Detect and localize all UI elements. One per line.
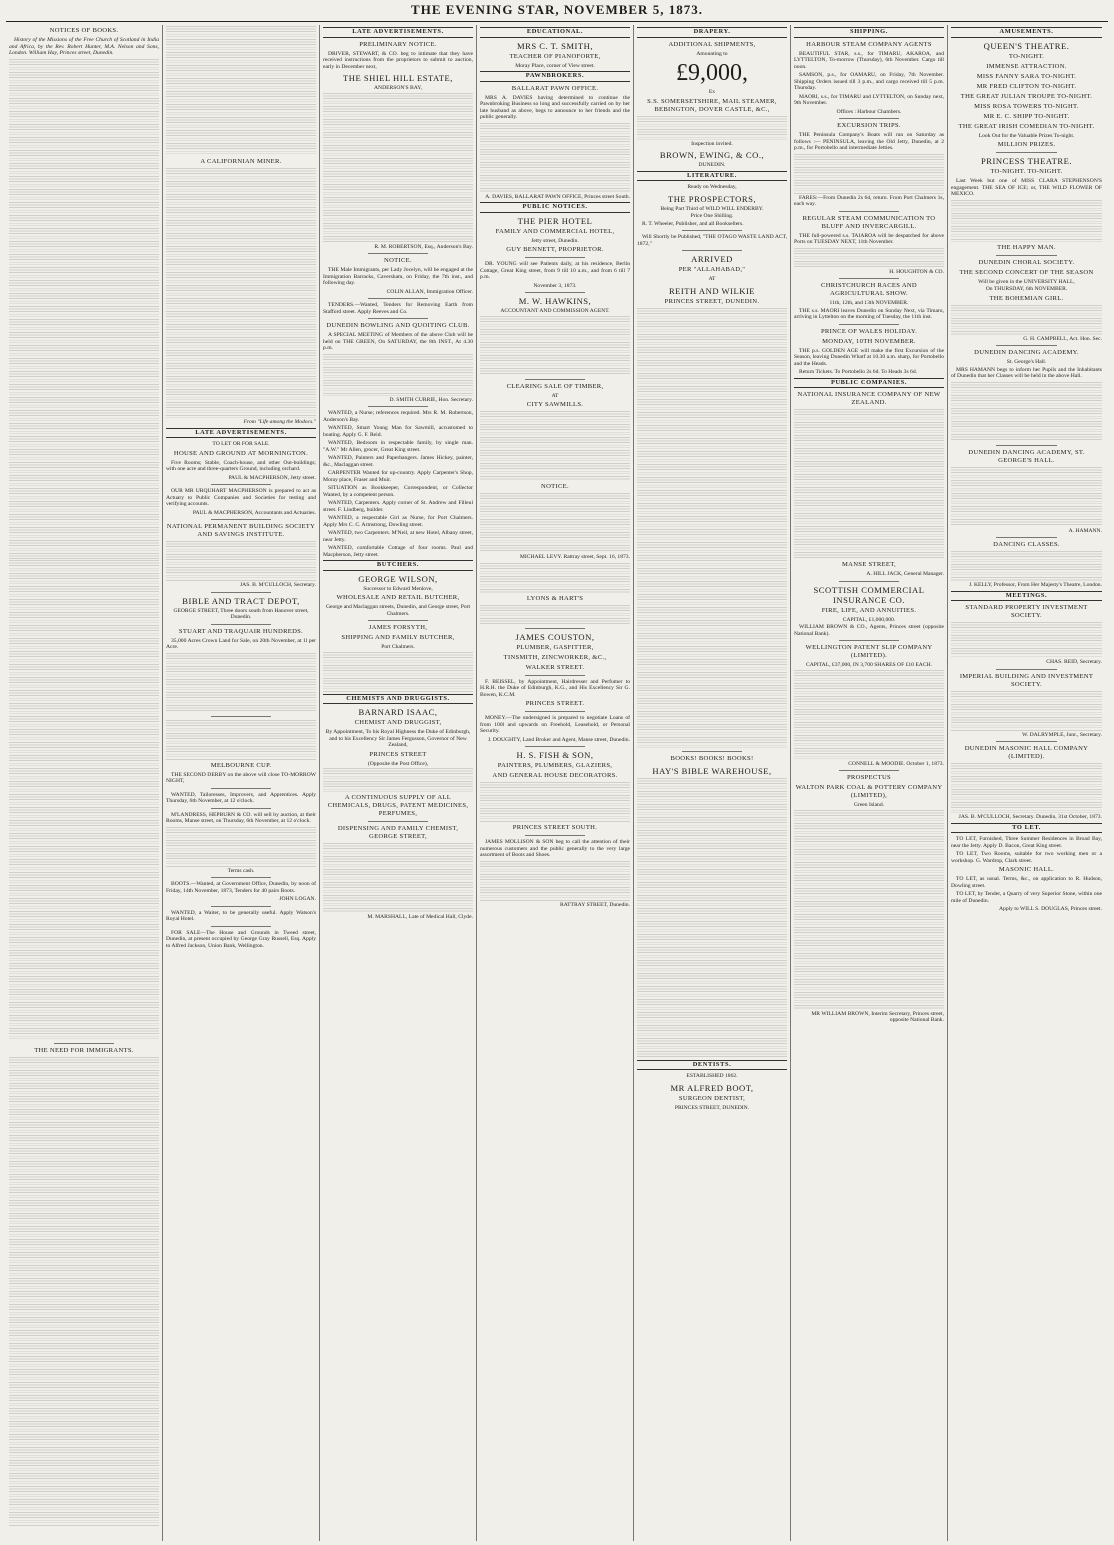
ad-signature: A. HAMANN.	[1068, 527, 1102, 534]
column-5	[634, 25, 791, 1541]
ad-body: 35,000 Acres Crown Land for Sale, on 20th November, at 1l per Acre.	[166, 637, 316, 650]
ad-title: BOOKS! BOOKS! BOOKS!	[670, 754, 754, 762]
ad-body: WANTED, Tailoresses, Improvers, and Apprentices. Apply Thursday, 6th November, at 12 o'clock.	[166, 791, 316, 804]
article-source: From "Life among the Modocs."	[243, 419, 316, 425]
ad-signature: CONNELL & MOODIE. October 1, 1873.	[848, 760, 944, 767]
billing-line: MILLION PRIZES.	[997, 141, 1056, 148]
body-text-block	[166, 168, 316, 418]
separator	[682, 230, 742, 231]
wanted-ad: WANTED, Carpenters. Apply corner of St. Andrew and Filleul street. F. Lindberg, builder.	[323, 500, 473, 513]
dentists-header: DENTISTS.	[637, 1060, 787, 1071]
wanted-ad: WANTED, comfortable Cottage of four rooms. Paul and Macpherson, Jetty street.	[323, 545, 473, 558]
ad-title: EXCURSION TRIPS.	[837, 122, 901, 129]
body-text-block	[480, 782, 630, 822]
separator	[839, 118, 899, 119]
ad-subtitle: FIRE, LIFE, AND ANNUITIES.	[821, 606, 917, 614]
ad-body: MRS A. DAVIES having determined to continue the Pawnbroking Business so long and successfully carried on by her late husband as above, begs to announce to her friends and the public generally.	[480, 94, 630, 120]
body-text-block	[951, 622, 1102, 658]
masthead: THE EVENING STAR, NOVEMBER 5, 1873.	[411, 2, 703, 17]
ad-signature: R. M. ROBERTSON, Esq., Anderson's Bay.	[374, 243, 473, 250]
ad-title: STANDARD PROPERTY INVESTMENT SOCIETY.	[965, 604, 1088, 619]
separator	[211, 624, 271, 625]
pawnbrokers-header: PAWNBROKERS.	[480, 71, 630, 82]
columns	[6, 25, 1108, 1541]
ad-subtitle: ANDERSON'S BAY,	[374, 85, 422, 91]
ad-established: ESTABLISHED 1862.	[686, 1073, 738, 1079]
ad-body: M'LANDRESS, HEPBURN & CO. will sell by auction, at their Rooms, Manse street, on Thursday, 6th November, at 12 o'clock.	[166, 811, 316, 824]
billing-line: MR E. C. SHIPP TO-NIGHT.	[983, 112, 1070, 120]
ad-signature: MICHAEL LEVY. Rattray street, Sept. 16, 1873.	[519, 554, 630, 560]
ad-title: BALLARAT PAWN OFFICE.	[511, 84, 599, 92]
ad-title: DUNEDIN DANCING ACADEMY, ST. GEORGE'S HALL.	[968, 448, 1085, 464]
ad-text: Amounting to	[696, 50, 728, 57]
ad-signature: W. DALRYMPLE, Junr., Secretary.	[1022, 731, 1102, 738]
wanted-ad: WANTED, a Nurse; references required. Mrs R. M. Robertson, Anderson's Bay.	[323, 410, 473, 423]
body-text-block	[323, 652, 473, 692]
ad-signature: MR WILLIAM BROWN, Interim Secretary, Princes street, opposite National Bank.	[811, 1010, 944, 1023]
ad-title: LYONS & HART'S	[526, 594, 584, 602]
ad-date: November 3, 1873.	[533, 282, 577, 289]
ad-trade: SHIPPING AND FAMILY BUTCHER,	[341, 634, 455, 641]
body-text-block	[794, 670, 944, 760]
shipping-header: SHIPPING.	[794, 27, 944, 38]
ad-body: FOR SALE—The House and Grounds in Tweed street, Dunedin, at present occupied by George Gray Russell, Esq. Apply to Alfred Jackson, Union Bank, Wellington.	[166, 929, 316, 949]
separator	[996, 537, 1056, 538]
ad-trade: PLUMBER, GASFITTER,	[516, 643, 594, 651]
immigrants-title: THE NEED FOR IMMIGRANTS.	[34, 1046, 134, 1054]
separator	[839, 211, 899, 212]
separator	[211, 716, 271, 717]
ad-body: A SPECIAL MEETING of Members of the above Club will be held on THE GREEN, On SATURDAY, the 8th INST., At 4.30 p.m.	[323, 332, 473, 351]
ad-firm: HAY'S BIBLE WAREHOUSE,	[652, 765, 772, 776]
separator	[211, 592, 271, 593]
masthead-rule	[6, 21, 1108, 22]
to-let-ad: TO LET, Two Rooms, suitable for two working men or a workshop. G. Wardrop, Clark street.	[951, 851, 1102, 864]
ad-subtitle: SURGEON DENTIST,	[678, 1094, 746, 1102]
billing-line: IMMENSE ATTRACTION.	[986, 62, 1067, 70]
column-4	[477, 25, 634, 1541]
separator	[211, 519, 271, 520]
theatre-title: PRINCESS THEATRE.	[981, 156, 1072, 166]
ad-ships: S.S. SOMERSETSHIRE, MAIL STEAMER, BEBINGTON, DOVER CASTLE, &C.,	[647, 97, 777, 113]
ad-subtitle: Green Island.	[853, 802, 885, 808]
ad-address: Port Chalmers.	[381, 644, 415, 650]
body-text-block	[951, 551, 1102, 581]
column-6	[791, 25, 948, 1541]
ad-title: BARNARD ISAAC,	[358, 707, 438, 717]
ad-title: WELLINGTON PATENT SLIP COMPANY (LIMITED).	[805, 644, 933, 659]
ad-title: M. W. HAWKINS,	[518, 296, 592, 306]
separator	[525, 292, 585, 293]
separator	[211, 906, 271, 907]
separator	[525, 379, 585, 380]
ad-capital: CAPITAL, £37,000, IN 3,700 SHARES OF £10 EACH.	[805, 662, 933, 668]
ad-signature: JAS. B. M'CULLOCH, Secretary.	[240, 582, 316, 588]
ad-subtitle: ACCOUNTANT AND COMMISSION AGENT.	[500, 308, 610, 314]
ad-title: NATIONAL PERMANENT BUILDING SOCIETY AND SAVINGS INSTITUTE.	[166, 523, 316, 538]
literature-header: LITERATURE.	[637, 171, 787, 182]
ad-dates: 11th, 12th, and 13th NOVEMBER.	[829, 300, 909, 306]
wanted-ad: SITUATION as Bookkeeper, Correspondent, or Collector Wanted, by a competent person.	[323, 485, 473, 498]
ad-venue: Will be given in the UNIVERSITY HALL,	[978, 278, 1075, 285]
ad-place: CITY SAWMILLS.	[526, 401, 584, 408]
ad-heading: TO LET OR FOR SALE.	[212, 441, 270, 447]
billing-line: MISS FANNY SARA TO-NIGHT.	[976, 72, 1077, 80]
separator	[211, 808, 271, 809]
californian-miner-title: A CALIFORNIAN MINER.	[200, 158, 282, 165]
ad-appointment: By Appointment, To his Royal Highness the Duke of Edinburgh, and to his Excellency Sir James Fergusson, Governor of New Zealand,	[325, 729, 471, 748]
ad-signature: J. DOUGHTY, Land Broker and Agent, Manse street, Dunedin.	[487, 736, 630, 743]
ad-city: DUNEDIN.	[698, 162, 726, 168]
body-text-block	[480, 123, 630, 193]
ad-signature: PAUL & MACPHERSON, Jetty street.	[228, 474, 316, 481]
ad-signature: D. SMITH CURRIE, Hon. Secretary.	[389, 396, 473, 403]
ad-terms: Terms cash.	[227, 867, 255, 874]
ad-body: DR. YOUNG will see Patients daily, at his residence, Berlin Cottage, Great King street, from 9 till 10 a.m., and from 6 till 7 p.m.	[480, 261, 630, 280]
separator	[525, 628, 585, 629]
ad-title: DANCING CLASSES.	[993, 541, 1060, 548]
ad-subtitle: Being Part Third of WILD WILL ENDERBY.	[660, 205, 764, 212]
ad-title: JAMES COUSTON,	[515, 631, 595, 642]
ad-body: THE s.s. MAORI leaves Dunedin on Sunday Next, via Timaru, arriving in Lyttelton on the morning of Tuesday, the 11th inst.	[794, 307, 944, 320]
butchers-header: BUTCHERS.	[323, 560, 473, 571]
ship-notice: MAORI, s.s., for TIMARU and LYTTELTON, on Sunday next, 9th November.	[794, 93, 944, 106]
body-text-block	[166, 827, 316, 867]
separator	[682, 250, 742, 251]
ad-address: George and Maclaggan streets, Dunedin, and George street, Port Chalmers.	[325, 604, 471, 617]
ad-subtitle: Successor to Edward Menlove,	[363, 585, 433, 592]
ad-venue: St. George's Hall.	[1006, 359, 1047, 365]
separator	[839, 640, 899, 641]
separator	[682, 751, 742, 752]
body-text-block	[323, 354, 473, 396]
ad-body: JAMES MOLLISON & SON beg to call the attention of their numerous customers and the public generally to the very large assortment of Boots and Shoes.	[480, 839, 630, 858]
wanted-ad: CARPENTER Wanted for up-country. Apply Carpenter's Shop, Moray place, Fraser and Muir.	[323, 470, 473, 483]
billing-line: THE GREAT JULIAN TROUPE TO-NIGHT.	[960, 92, 1093, 100]
billing-line: MR FRED CLIFTON TO-NIGHT.	[976, 82, 1077, 90]
body-text-block	[166, 541, 316, 581]
body-text-block	[480, 493, 630, 553]
ad-signature: JOHN LOGAN.	[279, 896, 316, 902]
separator	[368, 318, 428, 319]
ad-title: CLEARING SALE OF TIMBER,	[506, 382, 604, 390]
ad-body: MRS HAMANN begs to inform her Pupils and the Inhabitants of Dunedin that her Classes will be held in the above Hall.	[951, 366, 1102, 379]
ad-signature: J. KELLY, Professor, From Her Majesty's Theatre, London.	[968, 582, 1102, 588]
ad-signature: M. MARSHALL, Late of Medical Hall, Clyde.	[367, 914, 473, 920]
body-text-block	[323, 768, 473, 792]
billing-line: MISS ROSA TOWERS TO-NIGHT.	[974, 102, 1079, 110]
ad-body: Last Week but one of MISS CLARA STEPHENSON'S engagement. THE SEA OF ICE; or, THE WILD FLOWER OF MEXICO.	[951, 178, 1102, 197]
ad-title: IMPERIAL BUILDING AND INVESTMENT SOCIETY.	[959, 672, 1094, 688]
ad-title: DISPENSING AND FAMILY CHEMIST, GEORGE STREET,	[337, 825, 459, 840]
ad-address: Offices : Harbour Chambers.	[836, 108, 902, 115]
body-text-block	[480, 411, 630, 481]
late-ads-header: LATE ADVERTISEMENTS.	[323, 27, 473, 38]
ad-subtitle: TEACHER OF PIANOFORTE,	[509, 52, 601, 60]
ad-address: Jetty street, Dunedin.	[531, 237, 579, 244]
ad-date: MONDAY, 10TH NOVEMBER.	[822, 337, 916, 345]
body-text-block	[637, 308, 787, 748]
ad-address: PRINCES STREET, DUNEDIN.	[674, 1104, 750, 1111]
to-let-header: TO LET.	[951, 823, 1102, 834]
ad-body: THE Peninsula Company's Boats will run on Saturday as follows :— PENINSULA, leaving the Old Jetty, Dunedin, at 2 p.m., for Portobello and intermediate Jetties.	[794, 132, 944, 151]
public-companies-header: PUBLIC COMPANIES.	[794, 378, 944, 389]
ad-body: THE Male Immigrants, per Lady Jocelyn, will be engaged at the Immigration Barracks, Caversham, on Friday, the 7th inst., and following day.	[323, 267, 473, 286]
ad-signature: JAS. B. M'CULLOCH, Secretary. Dunedin, 31st October, 1873.	[958, 814, 1102, 820]
ad-trade: CHEMIST AND DRUGGIST,	[354, 719, 442, 726]
body-text-block	[480, 605, 630, 625]
body-text-block	[794, 810, 944, 1010]
ad-proprietor: GUY BENNETT, PROPRIETOR.	[506, 246, 604, 253]
separator	[54, 1043, 114, 1044]
ad-body: WANTED, a Waiter, to be generally useful. Apply Watson's Royal Hotel.	[166, 909, 316, 922]
ad-capital: CAPITAL, £1,000,000.	[842, 616, 896, 623]
ad-signature: A. DAVIES, BALLARAT PAWN OFFICE, Princes street South.	[485, 193, 630, 200]
ad-title: MRS C. T. SMITH,	[517, 40, 593, 51]
ad-body: Five Rooms; Stable, Coach-house, and other Out-buildings; with one acre and three-quarters Ground, including orchard.	[166, 459, 316, 472]
wanted-ad: WANTED, Painters and Paperhangers. James Hickey, painter, &c., Maclaggan street.	[323, 455, 473, 468]
educational-header: EDUCATIONAL.	[480, 27, 630, 38]
meetings-header: MEETINGS.	[951, 591, 1102, 602]
ad-address: WALKER STREET.	[525, 663, 585, 671]
notices-of-books-title: NOTICES OF BOOKS.	[49, 27, 119, 34]
amusements-header: AMUSEMENTS.	[951, 27, 1102, 38]
ad-title: DUNEDIN MASONIC HALL COMPANY (LIMITED).	[964, 745, 1089, 760]
body-text-block	[9, 1057, 159, 1527]
ad-body: THE p.s. GOLDEN AGE will make the first Excursion of the Season, leaving Dunedin Wharf at 10.30 a.m. sharp, for Portobello and the Heads.	[794, 347, 944, 367]
ad-subtitle: GEORGE STREET, Three doors south from Hanover street, Dunedin.	[173, 607, 309, 620]
ad-amount: £9,000,	[676, 60, 748, 86]
ad-title: HARBOUR STEAM COMPANY AGENTS	[806, 40, 932, 48]
ad-title: DUNEDIN BOWLING AND QUOITING CLUB.	[326, 322, 470, 329]
ad-connector: AT	[708, 276, 716, 282]
column-1	[6, 25, 163, 1541]
body-text-block	[951, 691, 1102, 731]
ad-signature: PAUL & MACPHERSON, Accountants and Actuaries.	[192, 509, 316, 516]
separator	[839, 324, 899, 325]
ad-address: PRINCES STREET	[369, 750, 427, 758]
column-3	[320, 25, 477, 1541]
ad-title: STUART AND TRAQUAIR HUNDREDS.	[178, 627, 304, 635]
ad-title: ADDITIONAL SHIPMENTS,	[668, 40, 756, 48]
ad-address: PRINCES STREET, DUNEDIN.	[664, 297, 760, 305]
ad-body: BOOTS.—Wanted, at Government Office, Dunedin, by noon of Friday, 14th November, 1873, Tenders for 40 pairs Boots.	[166, 881, 316, 894]
ad-address: Moray Place, corner of View street.	[515, 62, 595, 69]
separator	[368, 298, 428, 299]
body-text-block	[951, 382, 1102, 442]
separator	[368, 620, 428, 621]
separator	[996, 669, 1056, 670]
ad-firm: REITH AND WILKIE	[668, 285, 756, 296]
drapery-header: DRAPERY.	[637, 27, 787, 38]
ad-title: DUNEDIN DANCING ACADEMY.	[974, 349, 1079, 356]
separator	[368, 406, 428, 407]
ad-body: OUR MR URQUHART MACPHERSON is prepared to act as Actuary to Public Companies and Societies for testing and verifying accounts.	[166, 488, 316, 507]
separator	[839, 581, 899, 582]
ad-body: F. BEISSEL, by Appointment, Hairdresser and Perfumer to H.R.H. the Duke of Edinburgh, K.G., and His Excellency Sir G. Bowen, K.C.M.	[480, 678, 630, 698]
ad-subtitle: PER "ALLAHABAD,"	[678, 266, 746, 273]
ad-title: NOTICE.	[384, 257, 412, 264]
ad-title: NOTICE.	[541, 483, 569, 490]
ad-title: DUNEDIN CHORAL SOCIETY.	[978, 258, 1075, 266]
ad-trade: TINSMITH, ZINCWORKER, &C.,	[503, 653, 607, 661]
ad-title: THE PROSPECTORS,	[667, 193, 757, 204]
late-ads-header: LATE ADVERTISEMENTS.	[166, 428, 316, 439]
separator	[368, 253, 428, 254]
ad-title: CHRISTCHURCH RACES AND AGRICULTURAL SHOW.	[821, 282, 917, 297]
to-let-ad: TO LET, Furnished, Three Summer Residences in Broad Bay, near the Jetty. Apply D. Bacon, Great King street.	[951, 836, 1102, 849]
ad-signature: RATTRAY STREET, Dunedin.	[559, 901, 630, 908]
ad-title: BIBLE AND TRACT DEPOT,	[182, 595, 300, 606]
separator	[525, 675, 585, 676]
body-text-block	[951, 763, 1102, 813]
body-text-block	[480, 861, 630, 901]
ad-signature: COLIN ALLAN, Immigration Officer.	[386, 288, 473, 295]
ad-title: HOUSE AND GROUND AT MORNINGTON.	[173, 449, 309, 457]
body-text-block	[794, 248, 944, 268]
separator	[839, 770, 899, 771]
ad-subtitle: FAMILY AND COMMERCIAL HOTEL,	[495, 227, 615, 235]
body-text-block	[323, 93, 473, 243]
ad-body: R. T. Wheeler, Publisher, and all Booksellers.	[642, 220, 744, 227]
body-text-block	[166, 26, 316, 156]
body-text-block	[637, 116, 787, 140]
ad-signature: A. HILL JACK, General Manager.	[866, 571, 944, 577]
separator	[525, 711, 585, 712]
separator	[839, 278, 899, 279]
ad-list: A CONTINUOUS SUPPLY OF ALL CHEMICALS, DRUGS, PATENT MEDICINES, PERFUMES,	[327, 794, 469, 817]
ad-signature: H. HOUGHTON & CO.	[889, 268, 944, 275]
ad-body: WILLIAM BROWN & CO., Agents, Princes street (opposite National Bank).	[794, 624, 944, 637]
body-text-block	[480, 563, 630, 593]
ad-firm: BROWN, EWING, & CO.,	[659, 150, 765, 160]
ad-trade: AND GENERAL HOUSE DECORATORS.	[492, 772, 618, 779]
ad-title: PRINCE OF WALES HOLIDAY.	[820, 327, 918, 335]
ad-date: On THURSDAY, 6th NOVEMBER.	[985, 286, 1068, 292]
body-text-block	[951, 467, 1102, 527]
to-let-ad: TO LET, by Tender, a Quarry of very Superior Stone, within one mile of Dunedin.	[951, 891, 1102, 904]
billing-line: THE GREAT IRISH COMEDIAN TO-NIGHT.	[958, 122, 1095, 130]
separator	[211, 926, 271, 927]
ad-trade: WHOLESALE AND RETAIL BUTCHER,	[336, 594, 460, 601]
ad-text: Inspection invited.	[691, 140, 733, 147]
ad-signature: G. H. CAMPBELL, Act. Hon. Sec.	[1023, 335, 1102, 342]
ad-body: THE SECOND DERBY on the above will close TO-MORROW NIGHT,	[166, 771, 316, 784]
ad-title: WALTON PARK COAL & POTTERY COMPANY (LIMITED),	[795, 784, 943, 799]
separator	[996, 152, 1056, 153]
ad-price: Price One Shilling.	[690, 213, 734, 219]
ad-title: GEORGE WILSON,	[358, 573, 438, 584]
ad-title: MELBOURNE CUP.	[210, 761, 272, 769]
ad-connector: AT	[551, 392, 559, 399]
ad-billing: THE BOHEMIAN GIRL.	[989, 294, 1064, 302]
separator	[211, 877, 271, 878]
wanted-ad: WANTED, Smart Young Man for Sawmill, accustomed to boating. Apply G. F. Reid.	[323, 425, 473, 438]
body-text-block	[166, 720, 316, 760]
ad-title: H. S. FISH & SON,	[516, 750, 594, 760]
ad-fares: FARES:—From Dunedin 2s 6d, return. From Port Chalmers 1s, each way.	[794, 194, 944, 207]
ad-text: Ready on Wednesday,	[687, 184, 737, 190]
ad-body: Will Shortly be Published, "THE OTAGO WASTE LAND ACT, 1872,"	[637, 234, 787, 247]
ad-subtitle: THE SECOND CONCERT OF THE SEASON	[959, 268, 1094, 276]
billing-line: THE HAPPY MAN.	[997, 243, 1056, 251]
ad-address: PRINCES STREET SOUTH.	[512, 824, 598, 831]
ad-trade: PAINTERS, PLUMBERS, GLAZIERS,	[497, 762, 613, 769]
ad-signature: CHAS. REID, Secretary.	[1046, 659, 1102, 665]
theatre-title: QUEEN'S THEATRE.	[983, 40, 1070, 51]
body-text-block	[794, 409, 944, 559]
body-text-block	[951, 305, 1102, 335]
ad-title: SCOTTISH COMMERCIAL INSURANCE CO.	[813, 584, 925, 605]
body-text-block	[9, 560, 159, 1040]
ad-title: ARRIVED	[691, 254, 733, 264]
separator	[211, 484, 271, 485]
body-text-block	[951, 200, 1102, 242]
book-review-intro: History of the Missions of the Free Church of Scotland in India and Africa, by the Rev. Robert Hunter, M.A. Nelson and Sons, London. William Hay, Princes street, Dunedin.	[9, 37, 159, 56]
chemists-header: CHEMISTS AND DRUGGISTS.	[323, 694, 473, 705]
ad-text: Ex	[708, 89, 716, 95]
to-let-ad: TO LET, as usual. Terms, &c., on application to R. Hudson, Dowling street.	[951, 876, 1102, 889]
ad-signature: Apply to WILL S. DOUGLAS, Princes street.	[998, 906, 1102, 912]
separator	[525, 746, 585, 747]
body-text-block	[166, 653, 316, 713]
separator	[996, 741, 1056, 742]
ad-title: THE SHIEL HILL ESTATE,	[343, 73, 453, 83]
ad-title: THE PIER HOTEL	[517, 215, 593, 226]
separator	[525, 257, 585, 258]
separator	[996, 255, 1056, 256]
ad-body: TENDERS.—Wanted, Tenders for Removing Earth from Stafford street. Apply Reeves and Co.	[323, 302, 473, 315]
ad-address: (Opposite the Post Office),	[367, 760, 429, 767]
wanted-ad: WANTED, a respectable Girl as Nurse, for Port Chalmers. Apply Mrs C. C. Armstrong, Dowling street.	[323, 515, 473, 528]
ad-title: JAMES FORSYTH,	[368, 624, 428, 631]
separator	[211, 788, 271, 789]
ad-body: DRIVER, STEWART, & CO. beg to intimate that they have received instructions from the proprietors to submit to auction, early in December next,	[323, 50, 473, 70]
wanted-ad: WANTED, two Carpenters. M'Neil, at new Hotel, Albany street, near Jetty.	[323, 530, 473, 543]
ship-notice: BEAUTIFUL STAR, s.s., for TIMARU, AKAROA, and LYTTELTON, To-morrow (Thursday), 6th November. Cargo till noon.	[794, 50, 944, 70]
body-text-block	[9, 59, 159, 559]
ad-title: NATIONAL INSURANCE COMPANY OF NEW ZEALAND.	[797, 391, 941, 406]
ad-title: REGULAR STEAM COMMUNICATION TO BLUFF AND INVERCARGILL.	[802, 214, 936, 230]
billing-line: TO-NIGHT.	[1008, 52, 1045, 60]
ad-address: PRINCES STREET.	[525, 700, 585, 707]
separator	[996, 445, 1056, 446]
body-text-block	[637, 778, 787, 1058]
ad-fares: Return Tickets. To Portobello 2s 6d. To Heads 3s 6d.	[799, 369, 918, 375]
ship-notice: SAMSON, p.s., for OAMARU, on Friday, 7th November. Shipping Orders issued till 3 p.m., and cargo received till 5 p.m. Thursday.	[794, 72, 944, 91]
wanted-ad: WANTED, Bedroom in respectable family, by single man. "A.W." Mr Allen, grocer, Great King street.	[323, 440, 473, 453]
body-text-block	[480, 316, 630, 376]
ad-body: THE full-powered s.s. TAIAROA will be despatched for above Ports on TUESDAY NEXT, 11th November.	[794, 232, 944, 245]
ad-address: MANSE STREET,	[842, 561, 896, 568]
ad-title: MR ALFRED BOOT,	[670, 1082, 754, 1093]
separator	[525, 835, 585, 836]
ad-title: PROSPECTUS	[846, 774, 892, 781]
ad-title: PRELIMINARY NOTICE.	[359, 40, 437, 48]
billing-line: TO-NIGHT. TO-NIGHT.	[990, 168, 1063, 175]
public-notices-header: PUBLIC NOTICES.	[480, 202, 630, 213]
separator	[996, 345, 1056, 346]
separator	[368, 821, 428, 822]
body-text-block	[794, 154, 944, 194]
column-7	[948, 25, 1105, 1541]
ad-body: MONEY.—The undersigned is prepared to negotiate Loans of from 100l and upwards on Freehold, Leasehold, or Personal Security.	[480, 715, 630, 734]
billing-line: Look Out for the Valuable Prizes To-night.	[978, 132, 1075, 139]
ad-title: MASONIC HALL.	[998, 866, 1055, 873]
body-text-block	[323, 843, 473, 913]
column-2	[163, 25, 320, 1541]
